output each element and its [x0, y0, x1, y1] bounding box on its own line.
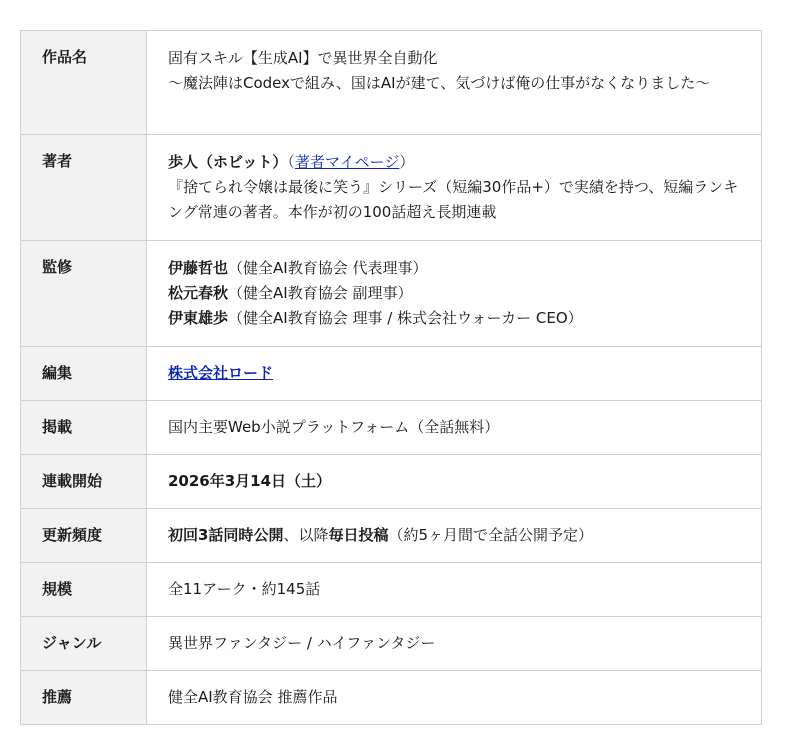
supervisor-line	[168, 306, 741, 331]
row-label: 更新頻度	[21, 509, 147, 563]
row-label: 作品名	[21, 31, 147, 135]
table-row-recommend	[21, 671, 762, 725]
row-label: 連載開始	[21, 455, 147, 509]
table-row-genre	[21, 617, 762, 671]
supervisor-role: （健全AI教育協会 代表理事）	[228, 259, 428, 277]
row-label: 掲載	[21, 401, 147, 455]
paren-close: ）	[399, 153, 415, 171]
info-table	[20, 30, 762, 725]
supervisor-name: 松元春秋	[168, 284, 229, 302]
row-value	[147, 509, 762, 563]
row-label: 規模	[21, 563, 147, 617]
title-line1: 固有スキル【生成AI】で異世界全自動化	[168, 49, 438, 67]
row-value	[147, 31, 762, 135]
editor-link[interactable]: 株式会社ロード	[168, 364, 274, 382]
row-value	[147, 455, 762, 509]
author-page-link[interactable]: 著者マイページ	[294, 153, 400, 171]
table-row-start-date	[21, 455, 762, 509]
row-value: 国内主要Web小説プラットフォーム（全話無料）	[147, 401, 762, 455]
row-label: 推薦	[21, 671, 147, 725]
paren-open: （	[287, 153, 295, 171]
supervisor-name: 伊藤哲也	[168, 259, 229, 277]
frequency-initial: 初回3話同時公開	[168, 526, 284, 544]
row-label: ジャンル	[21, 617, 147, 671]
row-value	[147, 241, 762, 347]
author-line	[168, 150, 741, 175]
table-row-publication	[21, 401, 762, 455]
supervisor-role: （健全AI教育協会 副理事）	[228, 284, 413, 302]
table-row-scale	[21, 563, 762, 617]
supervisor-line	[168, 281, 741, 306]
title-line2: 〜魔法陣はCodexで組み、国はAIが建て、気づけば俺の仕事がなくなりました〜	[168, 74, 711, 92]
frequency-note: （約5ヶ月間で全話公開予定）	[388, 526, 594, 544]
row-value: 異世界ファンタジー / ハイファンタジー	[147, 617, 762, 671]
table-row-supervision	[21, 241, 762, 347]
row-value	[147, 347, 762, 401]
row-value	[147, 135, 762, 241]
row-label: 著者	[21, 135, 147, 241]
supervisor-role: （健全AI教育協会 理事 / 株式会社ウォーカー CEO）	[228, 309, 583, 327]
frequency-daily: 毎日投稿	[328, 526, 389, 544]
table-row-title	[21, 31, 762, 135]
table-row-frequency	[21, 509, 762, 563]
table-row-author	[21, 135, 762, 241]
supervisor-line	[168, 256, 741, 281]
row-value: 健全AI教育協会 推薦作品	[147, 671, 762, 725]
row-label: 編集	[21, 347, 147, 401]
author-name: 歩人（ホビット）	[168, 153, 288, 171]
table-row-editor	[21, 347, 762, 401]
start-date: 2026年3月14日（土）	[168, 472, 332, 490]
supervisor-name: 伊東雄歩	[168, 309, 229, 327]
row-value: 全11アーク・約145話	[147, 563, 762, 617]
author-description: 『捨てられ令嬢は最後に笑う』シリーズ（短編30作品+）で実績を持つ、短編ランキング常連の著者。本作が初の100話超え長期連載	[168, 178, 739, 221]
row-label: 監修	[21, 241, 147, 347]
frequency-sep: 、以降	[283, 526, 329, 544]
